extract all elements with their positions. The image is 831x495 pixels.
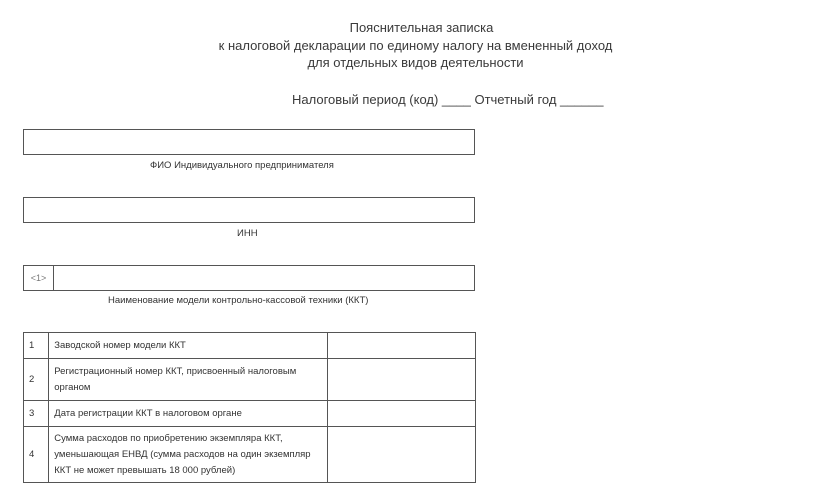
tax-period-line: Налоговый период (код) ____ Отчетный год ______ [292,92,604,107]
kkt-model-input[interactable] [54,266,474,290]
registration-date-input[interactable] [328,401,476,427]
expense-amount-input[interactable] [328,427,476,483]
kkt-model-caption: Наименование модели контрольно-кассовой техники (ККТ) [108,295,369,306]
registration-number-input[interactable] [328,359,476,401]
inn-caption: ИНН [237,228,258,239]
document-title [0,19,831,72]
row-label: Заводской номер модели ККТ [49,333,328,359]
fio-caption: ФИО Индивидуального предпринимателя [150,160,334,171]
kkt-index-cell: <1> [24,266,54,290]
table-row [24,401,476,427]
table-row [24,359,476,401]
row-label: Сумма расходов по приобретению экземпляра ККТ, уменьшающая ЕНВД (сумма расходов на один экземпляр ККТ не может превышать 18 000 рублей) [49,427,328,483]
row-number: 1 [24,333,49,359]
row-number: 4 [24,427,49,483]
row-number: 3 [24,401,49,427]
row-number: 2 [24,359,49,401]
fio-field[interactable] [23,129,475,155]
kkt-details-table [23,332,476,483]
title-line-1: Пояснительная записка [349,20,494,35]
inn-field[interactable] [23,197,475,223]
title-line-3: для отдельных видов деятельности [307,55,524,70]
row-label: Дата регистрации ККТ в налоговом органе [49,401,328,427]
kkt-model-field [23,265,475,291]
serial-number-input[interactable] [328,333,476,359]
title-line-2: к налоговой декларации по единому налогу на вмененный доход [218,37,613,53]
row-label: Регистрационный номер ККТ, присвоенный налоговым органом [49,359,328,401]
table-row [24,427,476,483]
table-row [24,333,476,359]
